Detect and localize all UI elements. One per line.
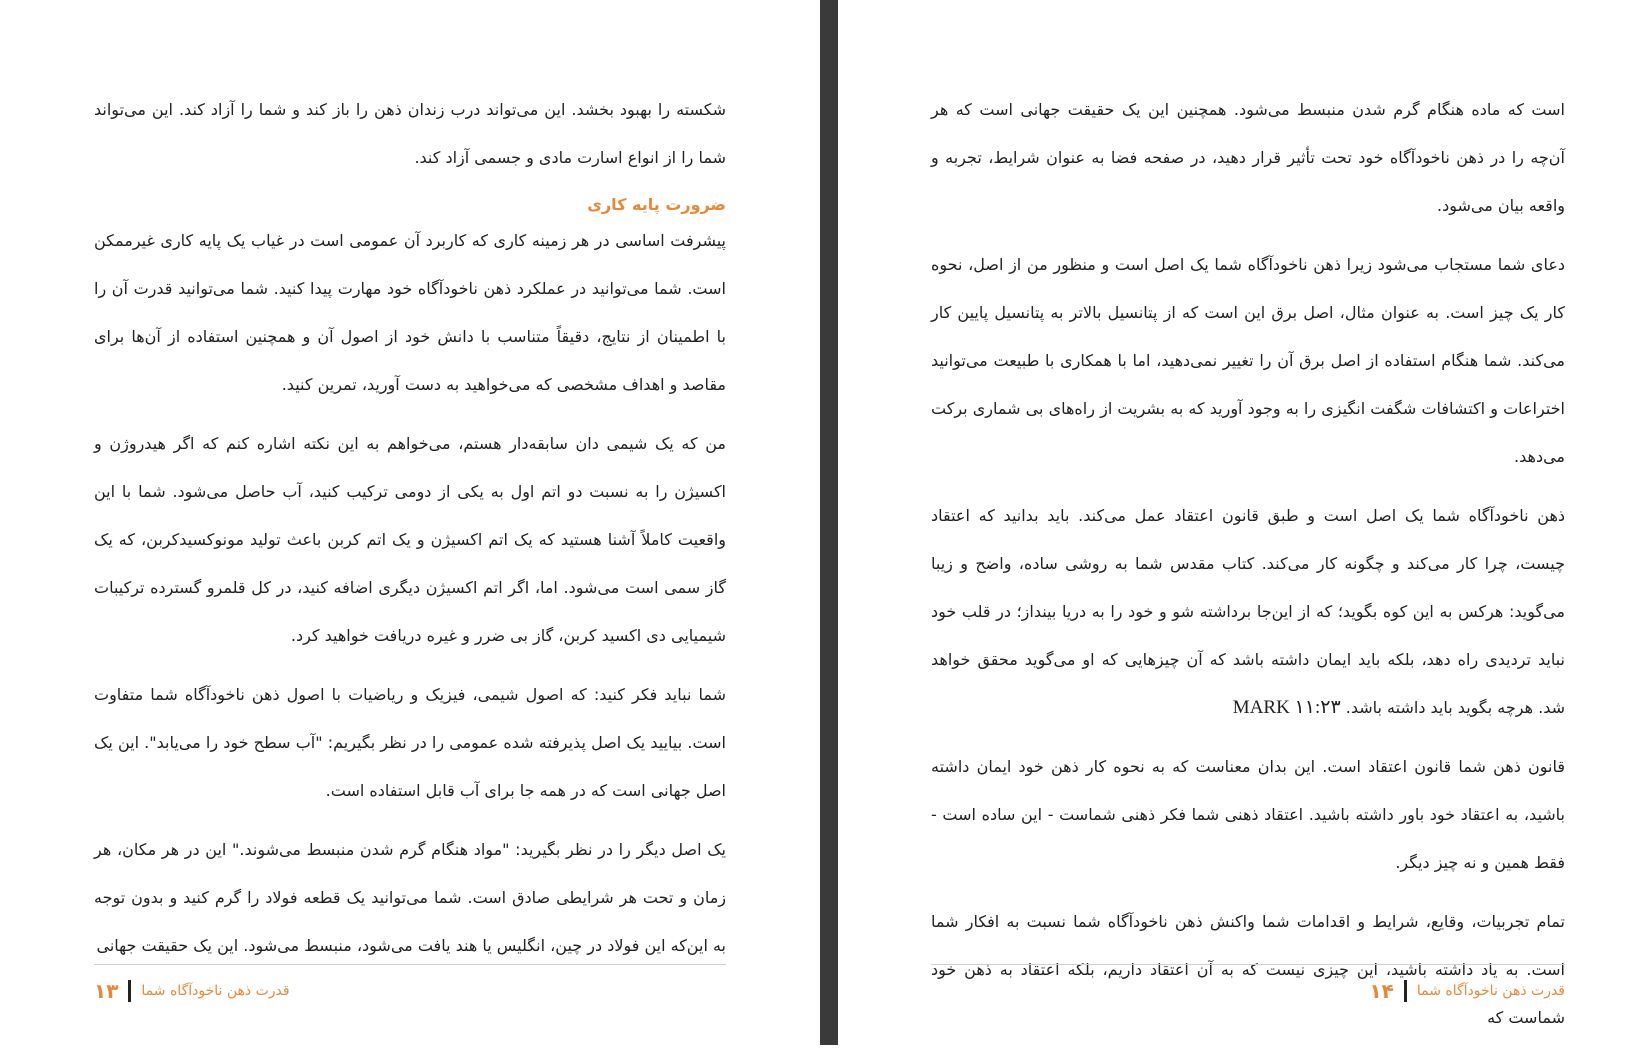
footer-divider [931,964,1565,965]
paragraph: شکسته را بهبود بخشد. این می‌تواند درب زندان ذهن را باز کند و شما را آزاد کند. این می‌تواند شما را از انواع اسارت مادی و جسمی آزاد کند. [94,100,726,167]
bible-citation: MARK ۱۱:۲۳ [1232,697,1341,718]
paragraph: پیشرفت اساسی در هر زمینه کاری که کاربرد آن عمومی است در غیاب یک پایه کاری غیرممکن است. شما می‌توانید در عملکرد ذهن ناخودآگاه خود مهارت پیدا کنید. شما می‌توانید قدرت آن را با اطمینان از نتایج، دقیقاً متناسب با دانش خود از اصول آن و همچنین استفاده از آن‌ها برای مقاصد و اهداف مشخصی که می‌خواهید به دست آورید، تمرین کنید. [94,231,726,394]
page-footer [94,976,290,1006]
page-14 [838,0,1648,1045]
running-title: قدرت ذهن ناخودآگاه شما [141,983,290,999]
footer-separator [128,980,131,1002]
paragraph: قانون ذهن شما قانون اعتقاد است. این بدان معناست که به نحوه کار ذهن خود ایمان داشته باشید، به اعتقاد خود باور داشته باشید. اعتقاد ذهنی شما فکر ذهنی شماست - این ساده است - فقط همین و نه چیز دیگر. [931,757,1565,872]
footer-divider [94,964,726,965]
page-14-body [931,86,1565,1053]
paragraph: من که یک شیمی دان سابقه‌دار هستم، می‌خواهم به این نکته اشاره کنم که اگر هیدروژن و اکسیژن را به نسبت دو اتم اول به یکی از دومی ترکیب کنید، آب حاصل می‌شود. شما با این واقعیت کاملاً آشنا هستید که یک اتم اکسیژن و یک اتم کربن باعث تولید مونوکسیدکربن، که یک گاز سمی است می‌شود. اما، اگر اتم اکسیژن دیگری اضافه کنید، در کل قلمرو گسترده ترکیبات شیمیایی دی اکسید کربن، گاز بی ضرر و غیره دریافت خواهید کرد. [94,434,726,645]
paragraph: شما نباید فکر کنید: که اصول شیمی، فیزیک و ریاضیات با اصول ذهن ناخودآگاه شما متفاوت است. بیایید یک اصل پذیرفته شده عمومی را در نظر بگیریم: "آب سطح خود را می‌یابد". این یک اصل جهانی است که در همه جا برای آب قابل استفاده است. [94,685,726,800]
paragraph: دعای شما مستجاب می‌شود زیرا ذهن ناخودآگاه شما یک اصل است و منظور من از اصل، نحوه کار یک چیز است. به عنوان مثال، اصل برق این است که از پتانسیل بالاتر به پتانسیل پایین کار می‌کند. شما هنگام استفاده از اصل برق آن را تغییر نمی‌دهید، اما با همکاری با طبیعت می‌توانید اختراعات و اکتشافات شگفت انگیزی را به وجود آورید که به بشریت از راه‌های بی شماری برکت می‌دهد. [931,255,1565,466]
page-number: ۱۳ [94,979,119,1003]
paragraph: است که ماده هنگام گرم شدن منبسط می‌شود. همچنین این یک حقیقت جهانی است که هر آن‌چه را در ذهن ناخودآگاه خود تحت تأثیر قرار دهید، در صفحه فضا به عنوان شرایط، تجربه و واقعه بیان می‌شود. [931,100,1565,215]
section-heading: ضرورت پایه کاری [587,195,726,214]
page-number: ۱۴ [1369,979,1394,1003]
book-gutter [820,0,838,1045]
quote-text: ذهن ناخودآگاه شما یک اصل است و طبق قانون اعتقاد عمل می‌کند. باید بدانید که اعتقاد چیست، چرا کار می‌کند و چگونه کار می‌کند. کتاب مقدس شما به روشی ساده، واضح و زیبا می‌گوید: هرکس به این کوه بگوید؛ که از این‌جا برداشته شو و خود را به دریا بینداز؛ در قلب خود نباید تردیدی راه دهد، بلکه باید ایمان داشته باشد که آن چیزهایی که او می‌گوید محقق خواهد شد. هرچه بگوید باید داشته باشد. [931,506,1565,717]
running-title: قدرت ذهن ناخودآگاه شما [1416,983,1565,999]
footer-separator [1404,980,1407,1002]
page-13 [0,0,820,1045]
quote-paragraph [931,492,1565,732]
paragraph: تمام تجربیات، وقایع، شرایط و اقدامات شما واکنش ذهن ناخودآگاه شما نسبت به افکار شما است. به یاد داشته باشید، این چیزی نیست که به آن اعتقاد داریم، بلکه اعتقاد به ذهن خود شماست که [931,912,1565,1027]
paragraph: یک اصل دیگر را در نظر بگیرید: "مواد هنگام گرم شدن منبسط می‌شوند." این در هر مکان، هر زمان و تحت هر شرایطی صادق است. شما می‌توانید یک قطعه فولاد را گرم کنید و بدون توجه به این‌که این فولاد در چین، انگلیس یا هند یافت می‌شود، منبسط می‌شود. این یک حقیقت جهانی [94,840,726,955]
page-13-body [94,86,726,981]
page-footer [1305,976,1565,1006]
